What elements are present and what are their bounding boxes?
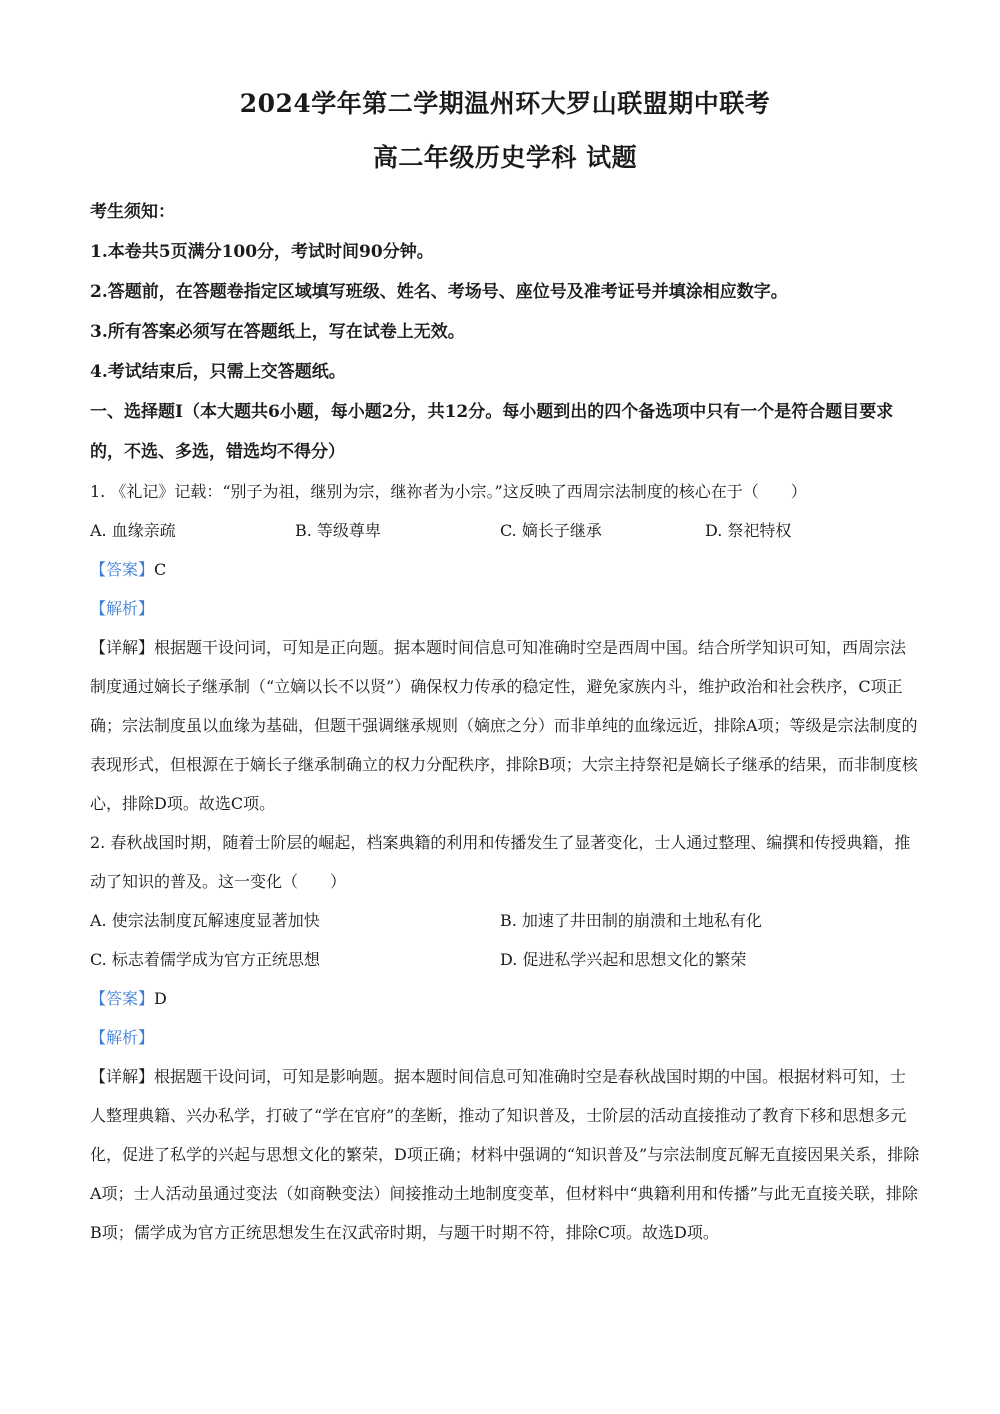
option-list — [90, 940, 920, 979]
notice-item: 1.本卷共5页满分100分，考试时间90分钟。 — [90, 242, 434, 262]
detail-tag: 【详解】 — [90, 638, 155, 657]
analysis-line — [90, 1018, 920, 1057]
answer-line — [90, 979, 920, 1018]
notice-item: 3.所有答案必须写在答题纸上，写在试卷上无效。 — [90, 322, 465, 342]
notice-item: 4.考试结束后，只需上交答题纸。 — [90, 362, 346, 382]
option-a: A. 使宗法制度瓦解速度显著加快 — [90, 911, 320, 930]
notice-heading: 考生须知： — [90, 202, 175, 222]
option-b: B. 等级尊卑 — [295, 521, 381, 540]
analysis-tag: 【解析】 — [90, 1028, 155, 1047]
exam-title: 2024学年第二学期温州环大罗山联盟期中联考 — [239, 89, 771, 118]
option-list — [90, 511, 920, 550]
option-a: A. 血缘亲疏 — [90, 521, 176, 540]
question-stem: 2. 春秋战国时期，随着士阶层的崛起，档案典籍的利用和传播发生了显著变化，士人通过整理、编撰和传授典籍，推动了知识的普及。这一变化（ ） — [90, 833, 911, 891]
option-c: C. 标志着儒学成为官方正统思想 — [90, 950, 320, 969]
detail-paragraph — [90, 1057, 920, 1252]
analysis-tag: 【解析】 — [90, 599, 155, 618]
option-d: D. 祭祀特权 — [705, 521, 792, 540]
option-list — [90, 901, 920, 940]
exam-subtitle: 高二年级历史学科 试题 — [372, 143, 638, 172]
analysis-line — [90, 589, 920, 628]
detail-paragraph — [90, 628, 920, 823]
option-c: C. 嫡长子继承 — [500, 521, 602, 540]
exam-page — [90, 84, 920, 1252]
detail-tag: 【详解】 — [90, 1067, 155, 1086]
answer-tag: 【答案】 — [90, 989, 155, 1008]
question-stem: 1. 《礼记》记载：“别子为祖，继别为宗，继祢者为小宗。”这反映了西周宗法制度的核心在于（ ） — [90, 482, 807, 501]
question-2 — [90, 823, 920, 1252]
detail-text: 根据题干设问词，可知是正向题。据本题时间信息可知准确时空是西周中国。结合所学知识可知，西周宗法制度通过嫡长子继承制（“立嫡以长不以贤”）确保权力传承的稳定性，避免家族内斗，维护政治和社会秩序，C项正确；宗法制度虽以血缘为基础，但题干强调继承规则（嫡庶之分）而非单纯的血缘远近，排除A项；等级是宗法制度的表现形式，但根源在于嫡长子继承制确立的权力分配秩序，排除B项；大宗主持祭祀是嫡长子继承的结果，而非制度核心，排除D项。故选C项。 — [90, 638, 918, 813]
answer-tag: 【答案】 — [90, 560, 155, 579]
option-b: B. 加速了井田制的崩溃和土地私有化 — [500, 911, 762, 930]
notice-item: 2.答题前，在答题卷指定区域填写班级、姓名、考场号、座位号及准考证号并填涂相应数字。 — [90, 282, 788, 302]
answer-value: D — [154, 989, 167, 1008]
answer-line — [90, 550, 920, 589]
detail-text: 根据题干设问词，可知是影响题。据本题时间信息可知准确时空是春秋战国时期的中国。根据材料可知，士人整理典籍、兴办私学，打破了“学在官府”的垄断，推动了知识普及，士阶层的活动直接推动了教育下移和思想多元化，促进了私学的兴起与思想文化的繁荣，D项正确；材料中强调的“知识普及”与宗法制度瓦解无直接因果关系，排除A项；士人活动虽通过变法（如商鞅变法）间接推动土地制度变革，但材料中“典籍利用和传播”与此无直接关联，排除B项；儒学成为官方正统思想发生在汉武帝时期，与题干时期不符，排除C项。故选D项。 — [90, 1067, 920, 1242]
question-1 — [90, 472, 920, 823]
section-heading: 一、选择题Ⅰ（本大题共6小题，每小题2分，共12分。每小题到出的四个备选项中只有一个是符合题目要求的，不选、多选，错选均不得分） — [90, 402, 894, 462]
answer-value: C — [154, 560, 167, 579]
option-d: D. 促进私学兴起和思想文化的繁荣 — [500, 950, 747, 969]
